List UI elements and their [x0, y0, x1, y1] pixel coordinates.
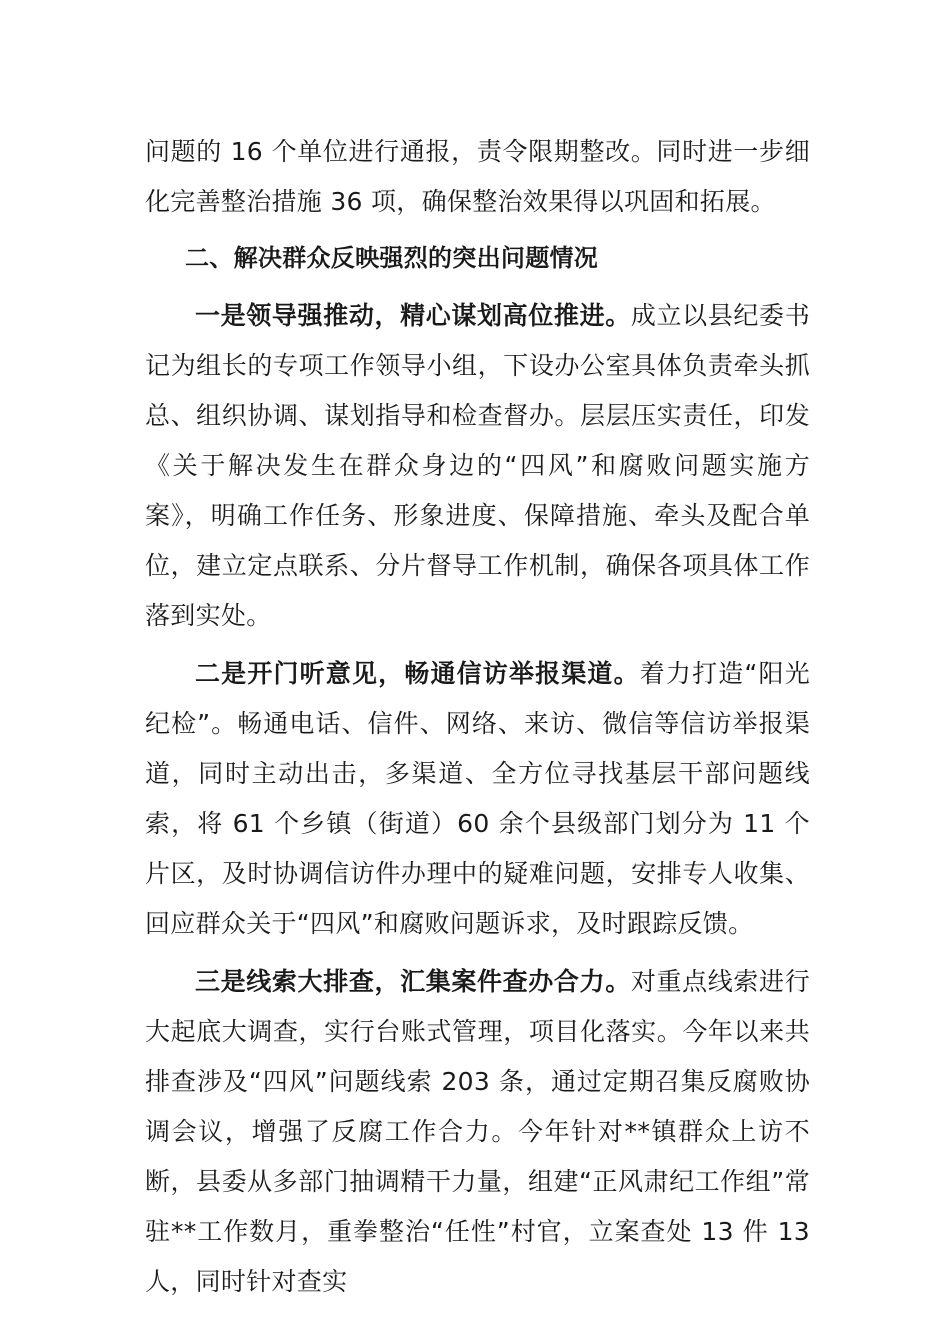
paragraph-1: [145, 291, 810, 641]
paragraph-3-lead: 三是线索大排查，汇集案件查办合力。: [195, 967, 631, 996]
paragraph-3-body: 对重点线索进行大起底大调查，实行台账式管理，项目化落实。今年以来共排查涉及“四风”问题线索 203 条，通过定期召集反腐败协调会议，增强了反腐工作合力。今年针对**镇群众上访不断，县委从多部门抽调精干力量，组建“正风肃纪工作组”常驻**工作数月，重拳整治“任性”村官，立案查处 13 件 13 人，同时针对查实: [145, 967, 810, 1296]
paragraph-2-lead: 二是开门听意见，畅通信访举报渠道。: [195, 659, 640, 688]
paragraph-1-body: 成立以县纪委书记为组长的专项工作领导小组，下设办公室具体负责牵头抓总、组织协调、谋划指导和检查督办。层层压实责任，印发《关于解决发生在群众身边的“四风”和腐败问题实施方案》，明确工作任务、形象进度、保障措施、牵头及配合单位，建立定点联系、分片督导工作机制，确保各项具体工作落到实处。: [145, 301, 810, 630]
paragraph-1-lead: 一是领导强推动，精心谋划高位推进。: [195, 301, 631, 330]
paragraph-2-body: 着力打造“阳光纪检”。畅通电话、信件、网络、来访、微信等信访举报渠道，同时主动出击，多渠道、全方位寻找基层干部问题线索，将 61 个乡镇（街道）60 余个县级部门划分为 11 个片区，及时协调信访件办理中的疑难问题，安排专人收集、回应群众关于“四风”和腐败问题诉求，及时跟踪反馈。: [145, 659, 810, 938]
document-body: [145, 127, 810, 1307]
paragraph-3: [145, 957, 810, 1307]
paragraph-2: [145, 649, 810, 949]
section-heading: 二、解决群众反映强烈的突出问题情况: [185, 244, 599, 272]
continued-paragraph: 问题的 16 个单位进行通报，责令限期整改。同时进一步细化完善整治措施 36 项，确保整治效果得以巩固和拓展。: [145, 137, 810, 216]
